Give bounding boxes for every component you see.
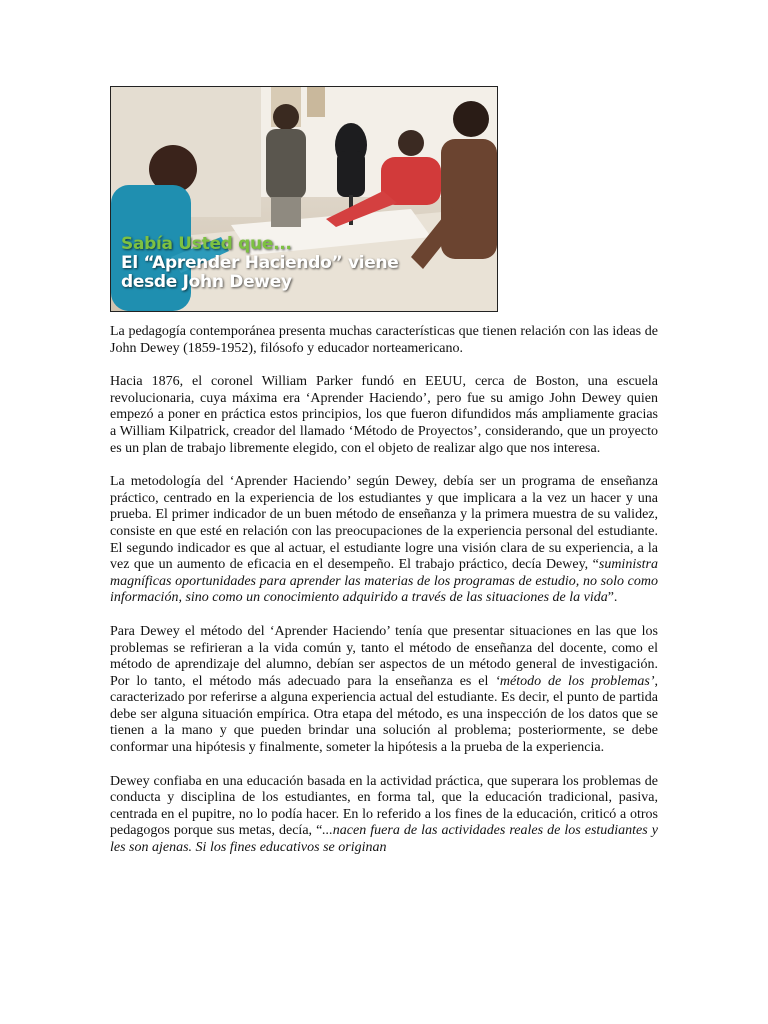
paragraph-text: Para Dewey el método del ‘Aprender Haciendo’ tenía que presentar situaciones en las que los problemas se refirieran a la vida común y, tanto el método de enseñanza del docente, como el método de aprendizaje del alumno, debían ser aspectos de un método general de investigación. Por lo tanto, el método más adecuado para la enseñanza es el: [110, 623, 658, 689]
dewey-quote: suministra magníficas oportunidades para aprender las materias de los programas de estudio, no solo como información, sino como un conocimiento adquirido a través de las situaciones de la vida: [110, 557, 658, 606]
paragraph-1: [110, 324, 658, 357]
paragraph-text: La pedagogía contemporánea presenta muchas características que tienen relación con las ideas de John Dewey (1859-1952), filósofo y educador norteamericano.: [110, 324, 658, 356]
paragraph-text: Dewey confiaba en una educación basada en la actividad práctica, que superara los problemas de conducta y disciplina de los estudiantes, en forma tal, que la educación tradicional, pasiva, centrada en el pupitre, no lo podía hacer. En lo referido a los fines de la educación, criticó a otros pedagogos porque sus metas, decía, “: [110, 773, 658, 839]
paragraph-2: [110, 374, 658, 457]
caption-line-2: El “Aprender Haciendo” viene: [121, 253, 399, 273]
header-photo: [110, 86, 498, 312]
paragraph-text: La metodología del ‘Aprender Haciendo’ según Dewey, debía ser un programa de enseñanza práctico, centrado en la experiencia de los estudiantes y que implicara a la vez un hacer y una prueba. El primer indicador de un buen método de enseñanza y la primera muestra de su validez, consiste en que esté en relación con las preocupaciones de la experiencia personal del estudiante. El segundo indicador es que al actuar, el estudiante logre una visión clara de su experiencia, a la vez que un aumento de eficacia en el desempeño. El trabajo práctico, decía Dewey, “: [110, 474, 658, 573]
paragraph-text: Hacia 1876, el coronel William Parker fundó en EEUU, cerca de Boston, una escuela revolucionaria, cuya máxima era ‘Aprender Haciendo’, pero fue su amigo John Dewey quien empezó a poner en práctica estos principios, los que fueron difundidos más ampliamente gracias a William Kilpatrick, creador del llamado ‘Método de Proyectos’, considerando, que un proyecto es un plan de trabajo libremente elegido, con el objeto de realizar algo que nos interesa.: [110, 374, 658, 456]
paragraph-3: [110, 474, 658, 607]
paragraph-text: , caracterizado por referirse a alguna experiencia actual del estudiante. Es decir, el punto de partida debe ser alguna situación empírica. Otra etapa del método, es una inspección de los datos que se tienen a la mano y que pueden brindar una solución al problema; posteriormente, se debe conformar una hipótesis y finalmente, someter la hipótesis a la prueba de la experiencia.: [110, 673, 658, 756]
paragraph-text: ”.: [607, 590, 618, 606]
caption-line-1: Sabía Usted que...: [121, 234, 292, 254]
photo-caption: [121, 235, 399, 292]
method-term: ‘método de los problemas’: [495, 673, 655, 689]
paragraph-5: [110, 774, 658, 857]
dewey-quote: ...nacen fuera de las actividades reales de los estudiantes y les son ajenas. Si los fines educativos se originan: [110, 823, 658, 856]
paragraph-4: [110, 624, 658, 757]
article-body: [110, 324, 658, 874]
caption-line-3: desde John Dewey: [121, 272, 292, 292]
